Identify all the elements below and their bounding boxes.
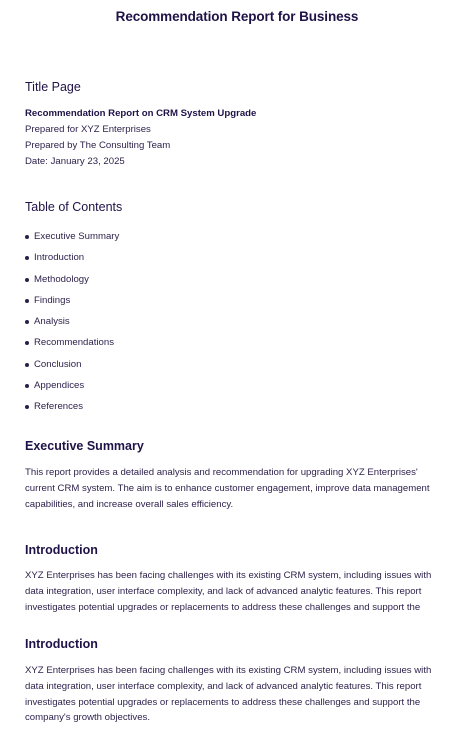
toc-item-label: Analysis bbox=[34, 316, 70, 328]
executive-summary-paragraph bbox=[25, 465, 449, 512]
paragraph-line: data integration, user interface complexity, and lack of advanced analytic features. This report bbox=[25, 680, 422, 692]
bullet-icon bbox=[25, 384, 29, 388]
toc-item-label: Findings bbox=[34, 294, 71, 306]
bullet-icon bbox=[25, 299, 29, 303]
toc-item-conclusion[interactable] bbox=[25, 358, 119, 379]
toc-item-introduction[interactable] bbox=[25, 251, 119, 272]
toc-item-label: Executive Summary bbox=[34, 231, 120, 242]
toc-item-appendices[interactable] bbox=[25, 379, 119, 400]
toc-item-label: Introduction bbox=[34, 252, 85, 264]
report-name: Recommendation Report on CRM System Upgrade bbox=[25, 108, 257, 119]
toc-item-label: Methodology bbox=[34, 273, 89, 285]
toc-item-label: References bbox=[34, 401, 84, 413]
toc-item-references[interactable] bbox=[25, 400, 119, 421]
bullet-icon bbox=[25, 341, 29, 345]
paragraph-line: capabilities, and increase overall sales efficiency. bbox=[25, 498, 234, 510]
paragraph-line: current CRM system. The aim is to enhance customer engagement, improve data management bbox=[25, 482, 430, 494]
bullet-icon bbox=[25, 320, 29, 324]
toc-item-methodology[interactable] bbox=[25, 273, 119, 294]
bullet-icon bbox=[25, 235, 29, 239]
paragraph-line: data integration, user interface complexity, and lack of advanced analytic features. This report bbox=[25, 585, 422, 597]
toc-item-label: Appendices bbox=[34, 380, 85, 392]
paragraph-line: investigates potential upgrades or replacements to address these challenges and support the bbox=[25, 696, 421, 708]
introduction-heading: Introduction bbox=[25, 543, 98, 557]
paragraph-line: This report provides a detailed analysis and recommendation for upgrading XYZ Enterprises' bbox=[25, 467, 418, 478]
paragraph-line: XYZ Enterprises has been facing challenges with its existing CRM system, including issues with bbox=[25, 570, 432, 581]
title-page-heading: Title Page bbox=[25, 80, 81, 94]
paragraph-line: XYZ Enterprises has been facing challenges with its existing CRM system, including issues with bbox=[25, 665, 432, 676]
introduction-heading-repeat: Introduction bbox=[25, 637, 98, 651]
toc-item-executive-summary[interactable] bbox=[25, 230, 119, 251]
toc-item-findings[interactable] bbox=[25, 294, 119, 315]
bullet-icon bbox=[25, 278, 29, 282]
report-date: Date: January 23, 2025 bbox=[25, 156, 125, 167]
toc-heading: Table of Contents bbox=[25, 200, 123, 214]
toc-item-label: Conclusion bbox=[34, 358, 82, 370]
toc-list bbox=[25, 230, 119, 422]
prepared-by: Prepared by The Consulting Team bbox=[25, 140, 171, 151]
bullet-icon bbox=[25, 256, 29, 260]
introduction-paragraph bbox=[25, 568, 449, 615]
toc-item-label: Recommendations bbox=[34, 337, 114, 349]
paragraph-line: company's growth objectives. bbox=[25, 712, 151, 724]
bullet-icon bbox=[25, 405, 29, 409]
executive-summary-heading: Executive Summary bbox=[25, 439, 144, 453]
introduction-paragraph-repeat bbox=[25, 663, 449, 726]
bullet-icon bbox=[25, 363, 29, 367]
document-title: Recommendation Report for Business bbox=[115, 9, 359, 24]
toc-item-analysis[interactable] bbox=[25, 315, 119, 336]
prepared-for: Prepared for XYZ Enterprises bbox=[25, 124, 151, 135]
paragraph-line: investigates potential upgrades or replacements to address these challenges and support the bbox=[25, 601, 421, 613]
toc-item-recommendations[interactable] bbox=[25, 336, 119, 357]
